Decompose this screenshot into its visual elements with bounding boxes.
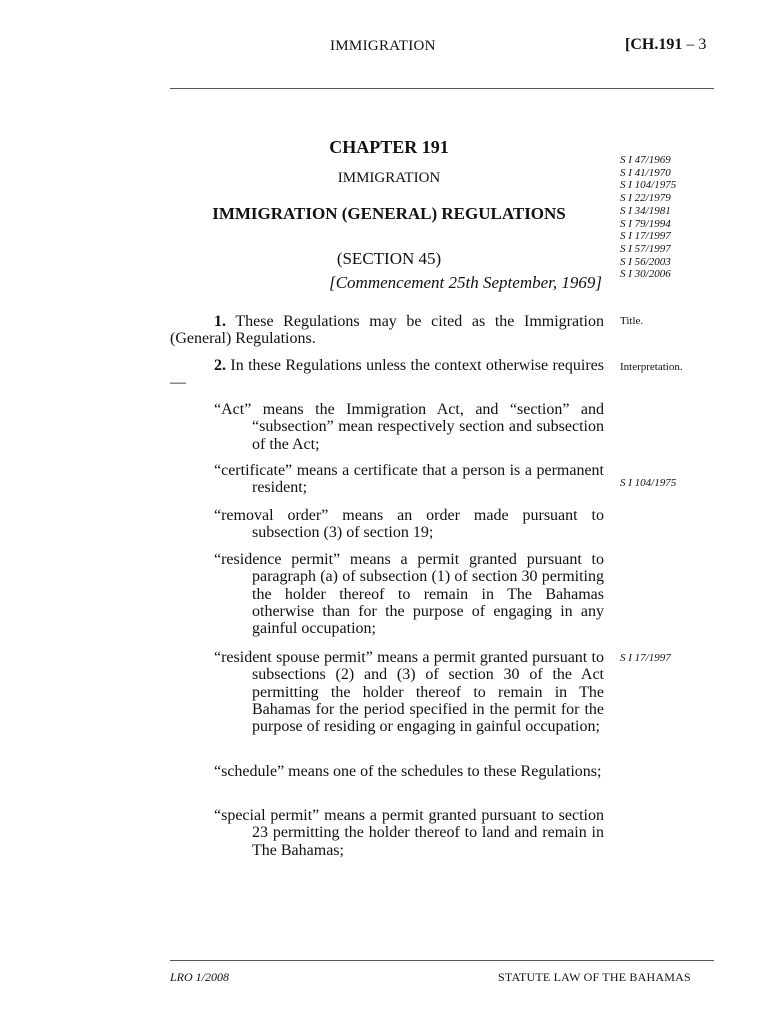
footer-rule <box>170 960 714 961</box>
definition-certificate: “certificate” means a certificate that a person is a permanent resident; <box>214 462 604 497</box>
si-reference: S I 79/1994 <box>620 217 671 230</box>
definition-removal-order: “removal order” means an order made pursuant to subsection (3) of section 19; <box>214 507 604 542</box>
si-reference: S I 56/2003 <box>620 255 671 268</box>
chapter-subject: IMMIGRATION <box>337 170 441 186</box>
definition-resident-spouse-permit: “resident spouse permit” means a permit granted pursuant to subsections (2) and (3) of section 30 of the Act permitting the holder thereof to remain in The Bahamas for the period specified in the permit for the purpose of residing or engaging in gainful occupation; <box>214 649 604 736</box>
definition-schedule: “schedule” means one of the schedules to these Regulations; <box>214 763 602 780</box>
definition-act: “Act” means the Immigration Act, and “section” and “subsection” mean respectively section and subsection of the Act; <box>214 401 604 453</box>
commencement-note: [Commencement 25th September, 1969] <box>329 273 602 292</box>
margin-note-title: Title. <box>620 315 644 327</box>
si-reference: S I 104/1975 <box>620 179 677 192</box>
paragraph-2 <box>170 357 604 391</box>
si-reference: S I 47/1969 <box>620 154 671 166</box>
margin-note-interpretation: Interpretation. <box>620 361 683 373</box>
running-header-title: IMMIGRATION <box>330 38 436 54</box>
chapter-heading: CHAPTER 191 <box>329 137 449 157</box>
chapter-ref: [CH.191 <box>625 36 683 53</box>
margin-note-si: S I 17/1997 <box>620 652 671 664</box>
page-number: – 3 <box>682 36 707 53</box>
paragraph-text: In these Regulations unless the context otherwise requires — <box>170 357 604 391</box>
si-reference: S I 22/1979 <box>620 192 671 205</box>
paragraph-number: 2. <box>214 357 226 374</box>
si-reference: S I 17/1997 <box>620 230 671 243</box>
margin-note-si: S I 104/1975 <box>620 477 677 489</box>
si-reference: S I 57/1997 <box>620 242 671 255</box>
si-reference-list <box>620 154 676 281</box>
definition-residence-permit: “residence permit” means a permit granted pursuant to paragraph (a) of subsection (1) of section 30 permiting the holder thereof to remain in The Bahamas otherwise than for the purpose of engaging in any gainful occupation; <box>214 551 604 638</box>
footer-revision: LRO 1/2008 <box>170 970 230 984</box>
paragraph-number: 1. <box>214 313 226 330</box>
footer-publication: STATUTE LAW OF THE BAHAMAS <box>498 970 691 984</box>
definition-special-permit: “special permit” means a permit granted pursuant to section 23 permitting the holder thereof to land and remain in The Bahamas; <box>214 807 604 859</box>
si-reference: S I 34/1981 <box>620 204 671 217</box>
section-reference: (SECTION 45) <box>336 249 442 268</box>
running-header-chapter <box>625 36 706 54</box>
header-rule <box>170 88 714 89</box>
paragraph-text: These Regulations may be cited as the Immigration (General) Regulations. <box>170 313 604 347</box>
si-reference: S I 41/1970 <box>620 166 671 179</box>
paragraph-1 <box>170 313 604 347</box>
si-reference: S I 30/2006 <box>620 268 671 281</box>
regulations-title: IMMIGRATION (GENERAL) REGULATIONS <box>212 204 566 223</box>
